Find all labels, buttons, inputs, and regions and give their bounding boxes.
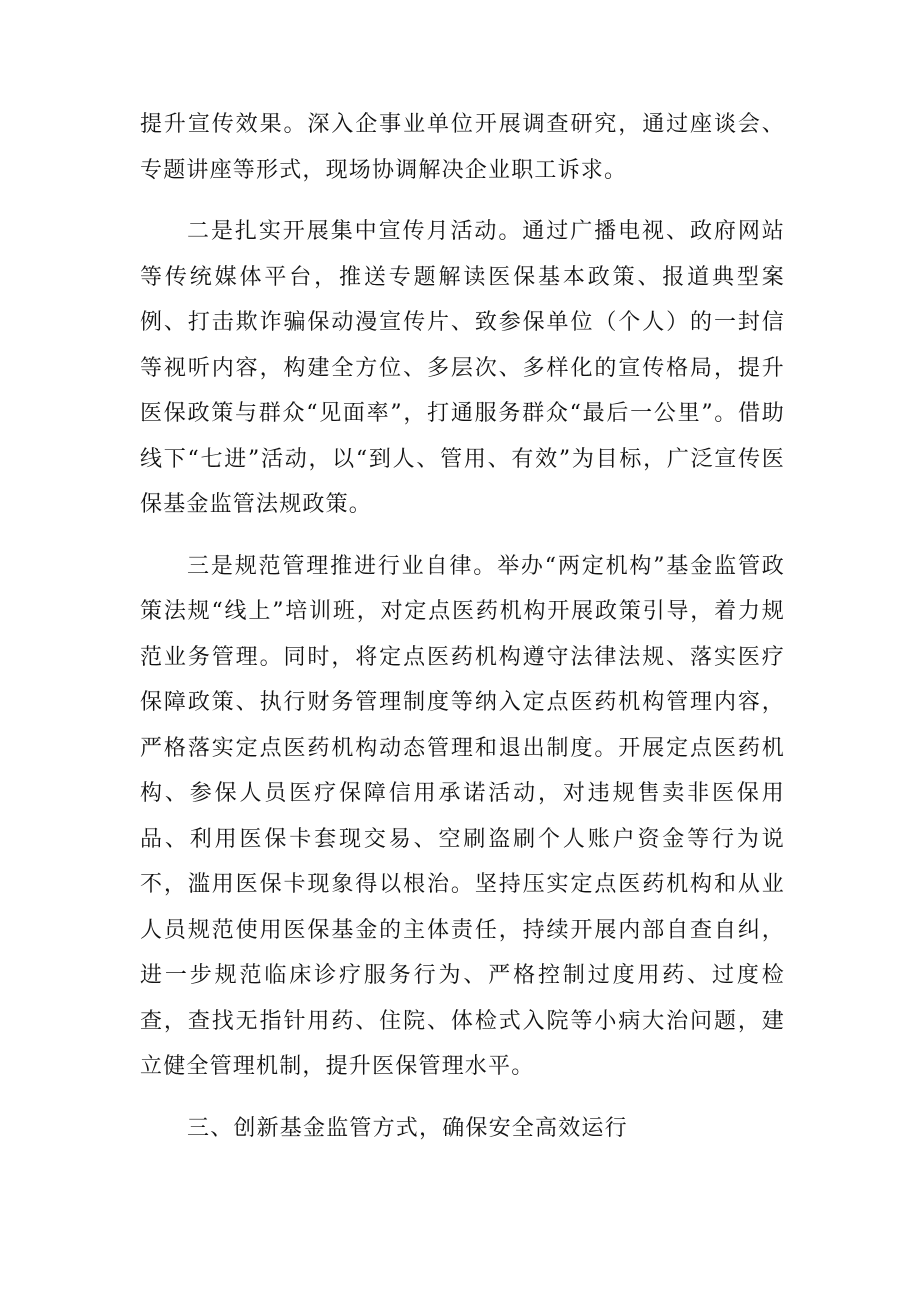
paragraph-industry-self-discipline: 三是规范管理推进行业自律。举办“两定机构”基金监管政策法规“线上”培训班，对定点医药机构开展政策引导，着力规范业务管理。同时，将定点医药机构遵守法律法规、落实医疗保障政策、执行财务管理制度等纳入定点医药机构管理内容，严格落实定点医药机构动态管理和退出制度。开展定点医药机构、参保人员医疗保障信用承诺活动，对违规售卖非医保用品、利用医保卡套现交易、空刷盗刷个人账户资金等行为说不，滥用医保卡现象得以根治。坚持压实定点医药机构和从业人员规范使用医保基金的主体责任，持续开展内部自查自纠，进一步规范临床诊疗服务行为、严格控制过度用药、过度检查，查找无指针用药、住院、体检式入院等小病大治问题，建立健全管理机制，提升医保管理水平。 [140, 553, 785, 1079]
document-body [140, 102, 785, 1151]
section-heading: 三、创新基金监管方式，确保安全高效运行 [187, 1115, 628, 1141]
paragraph-continuation: 提升宣传效果。深入企事业单位开展调查研究，通过座谈会、专题讲座等形式，现场协调解决企业职工诉求。 [140, 112, 785, 183]
paragraph-publicity-month: 二是扎实开展集中宣传月活动。通过广播电视、政府网站等传统媒体平台，推送专题解读医保基本政策、报道典型案例、打击欺诈骗保动漫宣传片、致参保单位（个人）的一封信等视听内容，构建全方位、多层次、多样化的宣传格局，提升医保政策与群众“见面率”，打通服务群众“最后一公里”。借助线下“七进”活动，以“到人、管用、有效”为目标，广泛宣传医保基金监管法规政策。 [140, 219, 785, 517]
